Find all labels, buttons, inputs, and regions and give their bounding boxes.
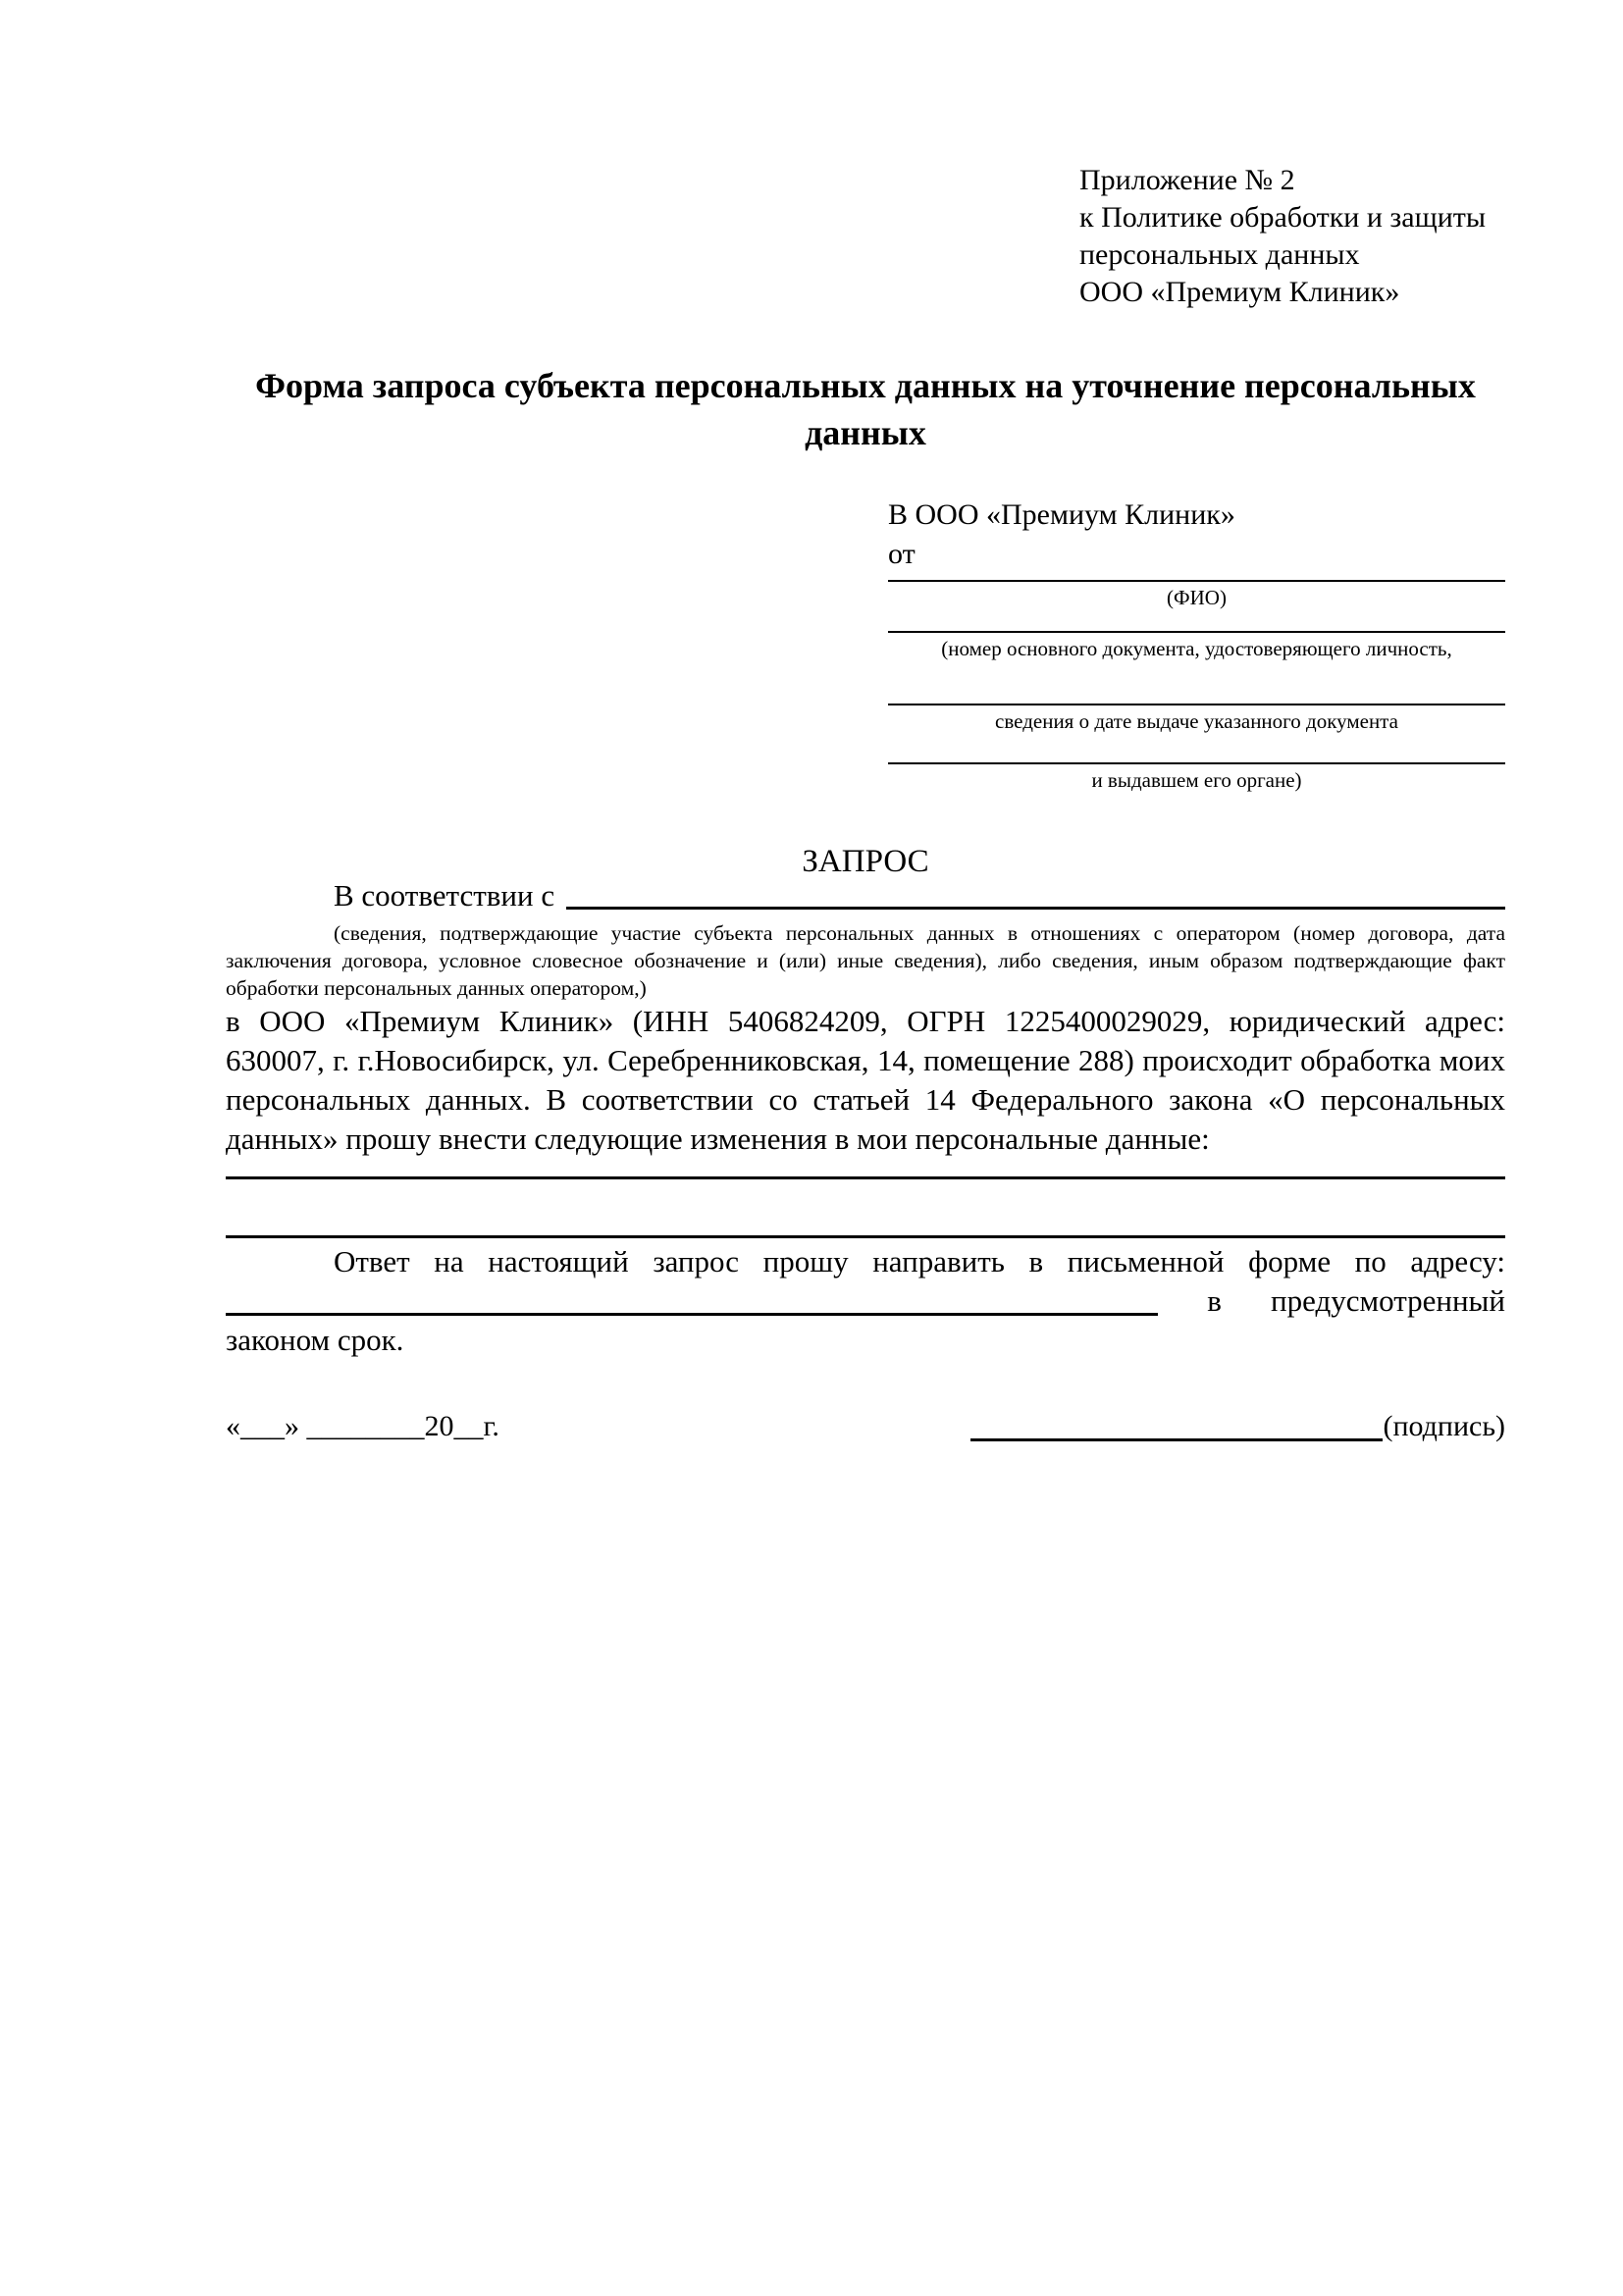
changes-blank-line-2 <box>226 1235 1505 1238</box>
signature-blank-line <box>970 1438 1383 1441</box>
date-blank-line: «___» ________20__г. <box>226 1410 499 1442</box>
appendix-line-2: к Политике обработки и защиты <box>1079 201 1487 234</box>
basis-intro-text: В соответствии с <box>334 878 555 913</box>
signature-row <box>226 1407 1505 1446</box>
appendix-line-1: Приложение № 2 <box>1079 164 1295 196</box>
request-heading: ЗАПРОС <box>802 844 929 879</box>
issuing-authority-blank-line <box>888 735 1505 764</box>
addressee-to: В ООО «Премиум Клиник» <box>888 498 1235 531</box>
basis-row <box>226 878 1505 913</box>
issue-date-blank-line <box>888 662 1505 705</box>
basis-blank-line <box>566 907 1505 910</box>
answer-word-term: предусмотренный <box>1271 1283 1505 1318</box>
document-title: Форма запроса субъекта персональных данных на уточнение персональных данных <box>255 366 1476 452</box>
answer-word-in: в <box>1207 1283 1222 1318</box>
signature-area <box>970 1407 1505 1446</box>
address-row <box>226 1281 1505 1321</box>
document-number-blank-line <box>888 611 1505 633</box>
addressee-block <box>888 496 1505 794</box>
request-body-paragraph: в ООО «Премиум Клиник» (ИНН 5406824209, ОГРН 1225400029029, юридический адрес: 630007, г. г.Новосибирск, ул. Серебренниковская, 14, помещение 288) происходит обработка моих персональных данных. В соответствии со статьей 14 Федерального закона «О персональных данных» прошу внести следующие изменения в мои персональные данные: <box>226 1004 1505 1156</box>
appendix-line-3: персональных данных <box>1079 238 1360 271</box>
appendix-line-4: ООО «Премиум Клиник» <box>1079 276 1400 308</box>
addressee-from: от <box>888 538 916 570</box>
basis-footnote: (сведения, подтверждающие участие субъекта персональных данных в отношениях с оператором (номер договора, дата заключения договора, условное словесное обозначение и (или) иные сведения), либо сведения, иным образом подтверждающие факт обработки персональных данных оператором,) <box>226 921 1505 1000</box>
fio-blank-line <box>888 574 1505 582</box>
answer-intro-line: Ответ на настоящий запрос прошу направить в письменной форме по адресу: <box>334 1244 1505 1278</box>
fio-label: (ФИО) <box>1167 586 1227 609</box>
answer-tail-line: законом срок. <box>226 1323 404 1357</box>
signature-label: (подпись) <box>1383 1410 1505 1442</box>
document-number-label: (номер основного документа, удостоверяющего личность, <box>941 637 1452 660</box>
issuing-authority-label: и выдавшем его органе) <box>1091 768 1302 792</box>
issue-date-label: сведения о дате выдаче указанного документа <box>995 709 1398 733</box>
address-blank-line <box>226 1313 1158 1316</box>
appendix-block <box>1079 162 1505 311</box>
changes-blank-line-1 <box>226 1176 1505 1179</box>
